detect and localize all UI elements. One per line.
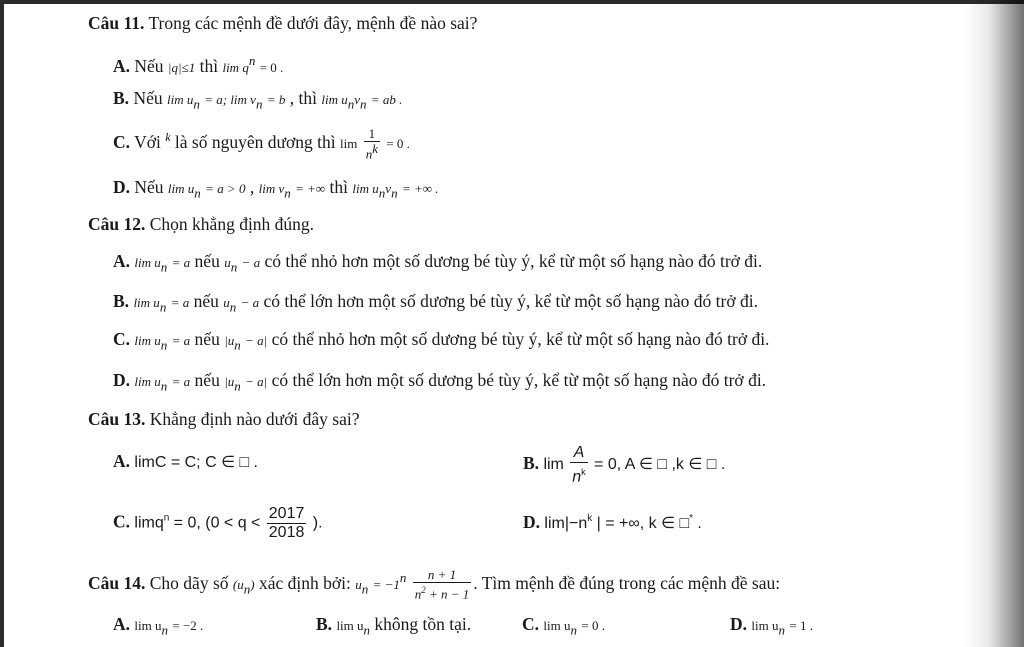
fraction-sequence: $\frac{n + 1}{n^2 + n - 1}$ xyxy=(414,567,470,602)
q14-option-b: B. $\lim u_n$ không tồn tại. xyxy=(316,614,472,638)
q11-option-b: B. Nếu $\lim u_n = a$; $\lim v_n = b$ , thì $\lim u_nv_n$ = ab . xyxy=(113,88,403,112)
fraction-a-over-nk: $\frac{A}{n^k}$ xyxy=(572,444,586,486)
question-14: Câu 14. Cho dãy số $(u_n)$ xác định bởi: $u_n = -1^n$ $\frac{n + 1}{n^2 + n - 1}$ . Tìm mệnh đề đúng trong các mệnh đề sau: xyxy=(88,567,781,602)
question-label: Câu 12. xyxy=(88,214,146,234)
photo-edge-left xyxy=(0,0,4,647)
q14-option-d: D. $\lim u_n = 1$ . xyxy=(730,614,813,638)
question-text: Trong các mệnh đề dưới đây, mệnh đề nào sai? xyxy=(148,13,478,33)
q11-option-d: D. Nếu $\lim u_n = a > 0$ , $\lim v_n$ = +∞ thì $\lim u_nv_n$ = +∞ . xyxy=(113,177,439,201)
question-text: Khẳng định nào dưới đây sai? xyxy=(149,409,360,429)
q11-option-c: C. Với $^k$ là số nguyên dương thì lim $\frac{1}{n^k}$ = 0 . xyxy=(113,125,410,161)
q12-option-a: A. $\lim u_n = a$ nếu $u_n - a$ có thể nhỏ hơn một số dương bé tùy ý, kể từ một số hạng nào đó trở đi. xyxy=(113,251,763,275)
question-12 xyxy=(88,213,314,235)
q14-option-a: A. $\lim u_n = -2$ . xyxy=(113,614,204,638)
question-label: Câu 11. xyxy=(88,13,145,33)
question-label: Câu 14. xyxy=(88,572,146,593)
q13-option-d: D. $\lim|-n^k$ | = +∞, k ∈ □* . xyxy=(523,511,702,532)
fraction-2017-over-2018: $\frac{2017}{2018}$ xyxy=(268,505,305,541)
q12-option-c: C. $\lim u_n = a$ nếu $|u_n - a|$ có thể nhỏ hơn một số dương bé tùy ý, kể từ một số hạng nào đó trở đi. xyxy=(113,329,770,353)
question-13 xyxy=(88,408,360,430)
question-text: Chọn khẳng định đúng. xyxy=(149,214,315,234)
q12-option-b: B. $\lim u_n = a$ nếu $u_n - a$ có thể lớn hơn một số dương bé tùy ý, kể từ một số hạng nào đó trở đi. xyxy=(113,291,758,315)
photo-edge-right-shadow xyxy=(964,0,1024,647)
fraction-1-over-nk: $\frac{1}{n^k}$ xyxy=(365,125,378,161)
q13-option-b: B. lim $\frac{A}{n^k}$ = 0, A ∈ □ ,k ∈ □ . xyxy=(523,444,726,486)
q14-option-c: C. $\lim u_n = 0$ . xyxy=(522,614,605,638)
q13-option-a: A. limC = C; C ∈ □ . xyxy=(113,451,258,471)
q13-option-c: C. limq$^n$ = 0, (0 < q < $\frac{2017}{2018}$ ). xyxy=(113,505,323,541)
question-label: Câu 13. xyxy=(88,409,146,429)
question-11 xyxy=(88,12,477,34)
q11-option-a: A. Nếu |q|≤1 thì $\lim q^n = 0$ . xyxy=(113,53,284,76)
q12-option-d: D. $\lim u_n = a$ nếu $|u_n - a|$ có thể lớn hơn một số dương bé tùy ý, kể từ một số hạng nào đó trở đi. xyxy=(113,370,767,394)
photo-edge-top xyxy=(0,0,1024,4)
